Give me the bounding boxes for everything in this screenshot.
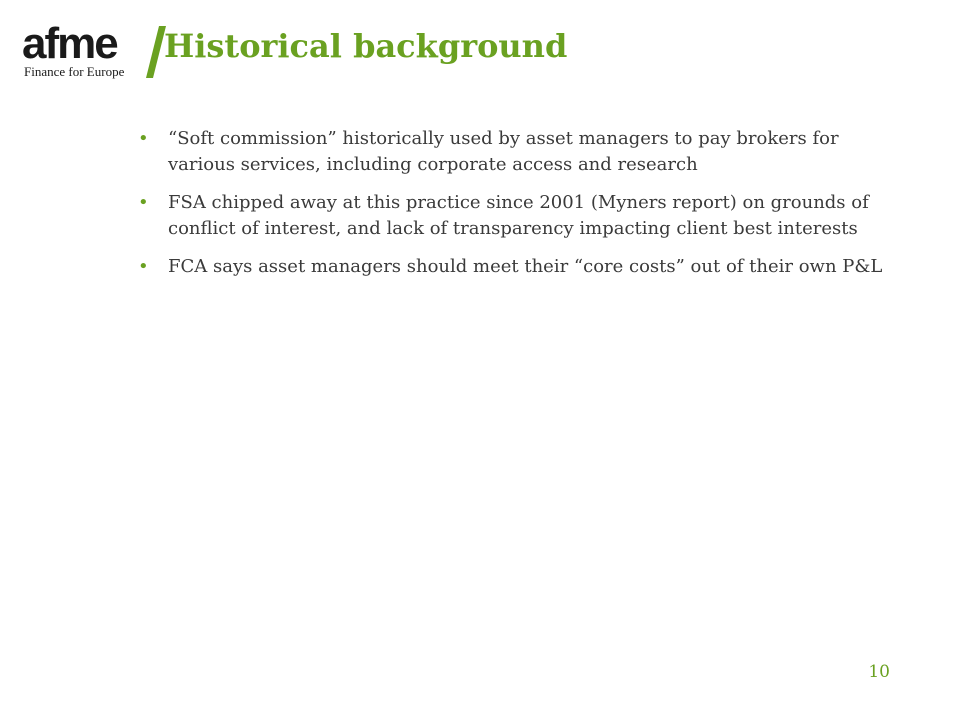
bullet-marker-icon: • (138, 256, 149, 277)
logo-tagline: Finance for Europe (24, 64, 125, 79)
bullet-item (138, 254, 898, 280)
bullet-text: FSA chipped away at this practice since 2001 (Myners report) on grounds of conflict of interest, and lack of transparency impacting client best interests (168, 192, 869, 239)
bullet-list (138, 126, 898, 292)
logo-wordmark: afme (22, 19, 117, 68)
bullet-item (138, 126, 898, 178)
bullet-item (138, 190, 898, 242)
bullet-text: FCA says asset managers should meet their “core costs” out of their own P&L (168, 256, 883, 277)
bullet-marker-icon: • (138, 128, 149, 149)
afme-logo (22, 20, 172, 80)
page-number: 10 (868, 662, 890, 682)
slide-title: Historical background (164, 27, 568, 65)
bullet-marker-icon: • (138, 192, 149, 213)
logo-slash-icon (146, 26, 166, 78)
bullet-text: “Soft commission” historically used by asset managers to pay brokers for various services, including corporate access and research (168, 128, 839, 175)
